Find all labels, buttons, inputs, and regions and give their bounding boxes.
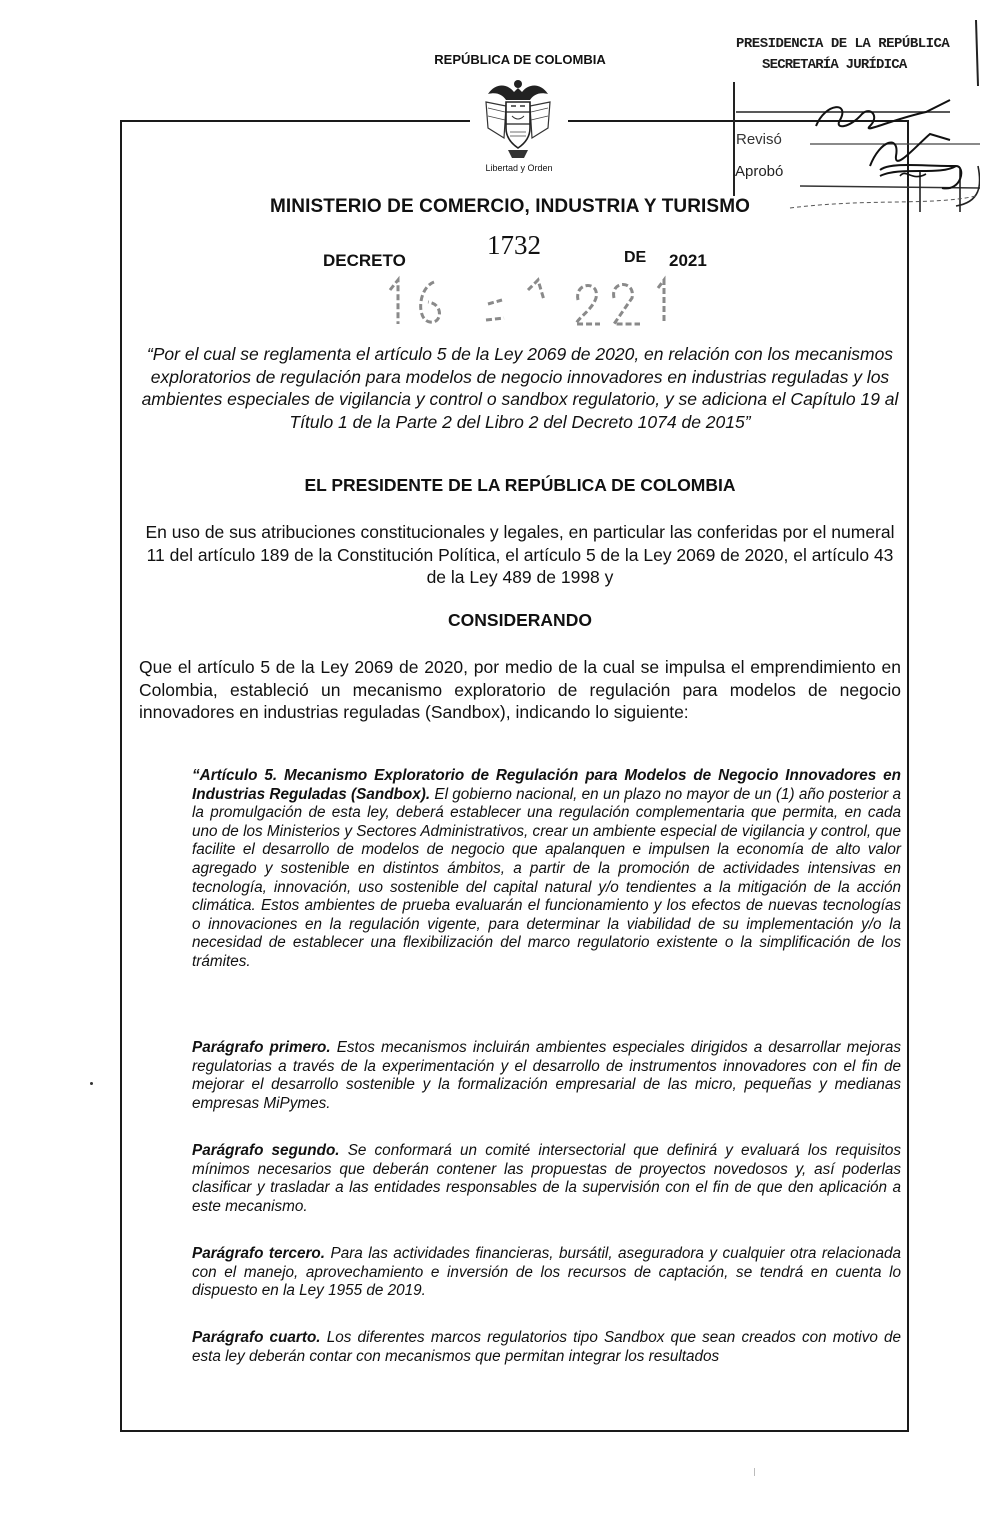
article-5-heading: “Artículo 5. Mecanismo Exploratorio de Regulación para Modelos de Negocio Innovadores en Industrias Reguladas (Sandbox). (192, 767, 901, 803)
attributions-paragraph: En uso de sus atribuciones constitucionales y legales, en particular las conferidas por el numeral 11 del artículo 189 de la Constitución Política, el artículo 5 de la Ley 2069 de 2020, el artículo 43 de la Ley 489 de 1998 y (145, 522, 895, 587)
stamp-reviso-label: Revisó (736, 131, 782, 148)
president-heading: EL PRESIDENTE DE LA REPÚBLICA DE COLOMBIA (304, 475, 736, 495)
paragraph-segundo-heading: Parágrafo segundo. (192, 1142, 340, 1159)
ministry-heading: MINISTERIO DE COMERCIO, INDUSTRIA Y TURISMO (269, 196, 751, 217)
paragraph-primero-heading: Parágrafo primero. (192, 1039, 331, 1056)
decree-de-label: DE (624, 249, 647, 266)
decree-number: 1732 (487, 230, 541, 260)
considerando-heading: CONSIDERANDO (448, 610, 592, 630)
motto-text: Libertad y Orden (485, 163, 553, 173)
country-heading: REPÚBLICA DE COLOMBIA (434, 52, 606, 67)
decree-title: “Por el cual se reglamenta el artículo 5 de la Ley 2069 de 2020, en relación con los mecanismos exploratorios de regulación para modelos de negocio innovadores en industrias reguladas y los ambientes especiales de vigilancia y control o sandbox regulatorio, y se adiciona el Capítulo 19 al Título 1 de la Parte 2 del Libro 2 del Decreto 1074 de 2015” (141, 344, 899, 432)
stamp-aprobo-label: Aprobó (735, 163, 784, 180)
decree-year: 2021 (669, 251, 707, 270)
paragraph-primero (192, 1039, 901, 1113)
paragraph-tercero (192, 1245, 901, 1301)
date-stamp-icon (378, 270, 678, 334)
stamp-secretaria-text: SECRETARÍA JURÍDICA (762, 57, 907, 73)
coat-of-arms-icon (478, 72, 558, 162)
decree-label: DECRETO (323, 251, 406, 270)
paragraph-cuarto (192, 1329, 901, 1366)
paragraph-segundo-text: Se conformará un comité intersectorial que definirá y evaluará los requisitos mínimos necesarios que deberán contener las propuestas de proyectos novedosos y, así poderlas clasificar y trasladar a las entidades responsables de la supervisión con el fin de que den aplicación a este mecanismo. (192, 1142, 901, 1215)
margin-dot (90, 1082, 93, 1085)
stamp-presidencia-text: PRESIDENCIA DE LA REPÚBLICA (736, 36, 950, 52)
paragraph-tercero-text: Para las actividades financieras, bursátil, aseguradora y cualquier otra relacionada con el manejo, aprovechamiento e inversión de los recursos de captación, se tendrá en cuenta lo dispuesto en la Ley 1955 de 2019. (192, 1245, 902, 1300)
scan-mark (754, 1468, 755, 1476)
considerando-paragraph: Que el artículo 5 de la Ley 2069 de 2020, por medio de la cual se impulsa el emprendimiento en Colombia, estableció un mecanismo exploratorio de regulación para modelos de negocio innovadores en industrias reguladas (Sandbox), indicando lo siguiente: (139, 657, 901, 722)
paragraph-cuarto-text: Los diferentes marcos regulatorios tipo Sandbox que sean creados con motivo de esta ley deberán contar con mecanismos que permitan integrar los resultados (192, 1329, 901, 1365)
article-5-quote (192, 767, 901, 972)
paragraph-tercero-heading: Parágrafo tercero. (192, 1245, 326, 1262)
paragraph-primero-text: Estos mecanismos incluirán ambientes especiales dirigidos a desarrollar mejoras regulatorias a través de la experimentación y el desarrollo de instrumentos innovadores con el fin de mejorar el desarrollo sostenible y la formalización empresarial de las micro, pequeñas y medianas empresas MiPymes. (192, 1039, 901, 1112)
article-5-text: El gobierno nacional, en un plazo no mayor de un (1) año posterior a la promulgación de esta ley, deberá establecer una regulación complementaria que permita, en cada uno de los Ministerios y Sectores Administrativos, crear un ambiente especial de vigilancia y control, que facilite el desarrollo de modelos de negocio que apalanquen e impulsen la economía de alto valor agregado y sostenible en distintos ámbitos, a partir de la promoción de actividades intensivas en tecnología, innovación, uso sostenible del capital natural y/o tendientes a la mitigación de la acción climática. Estos ambientes de prueba evaluarán el funcionamiento y los efectos de nuevas tecnologías o innovaciones en la regulación vigente, para determinar la viabilidad de su implementación y/o la necesidad de establecer una flexibilización del marco regulatorio existente o la simplificación de los trámites. (192, 785, 901, 970)
paragraph-cuarto-heading: Parágrafo cuarto. (192, 1329, 321, 1346)
paragraph-segundo (192, 1142, 901, 1216)
